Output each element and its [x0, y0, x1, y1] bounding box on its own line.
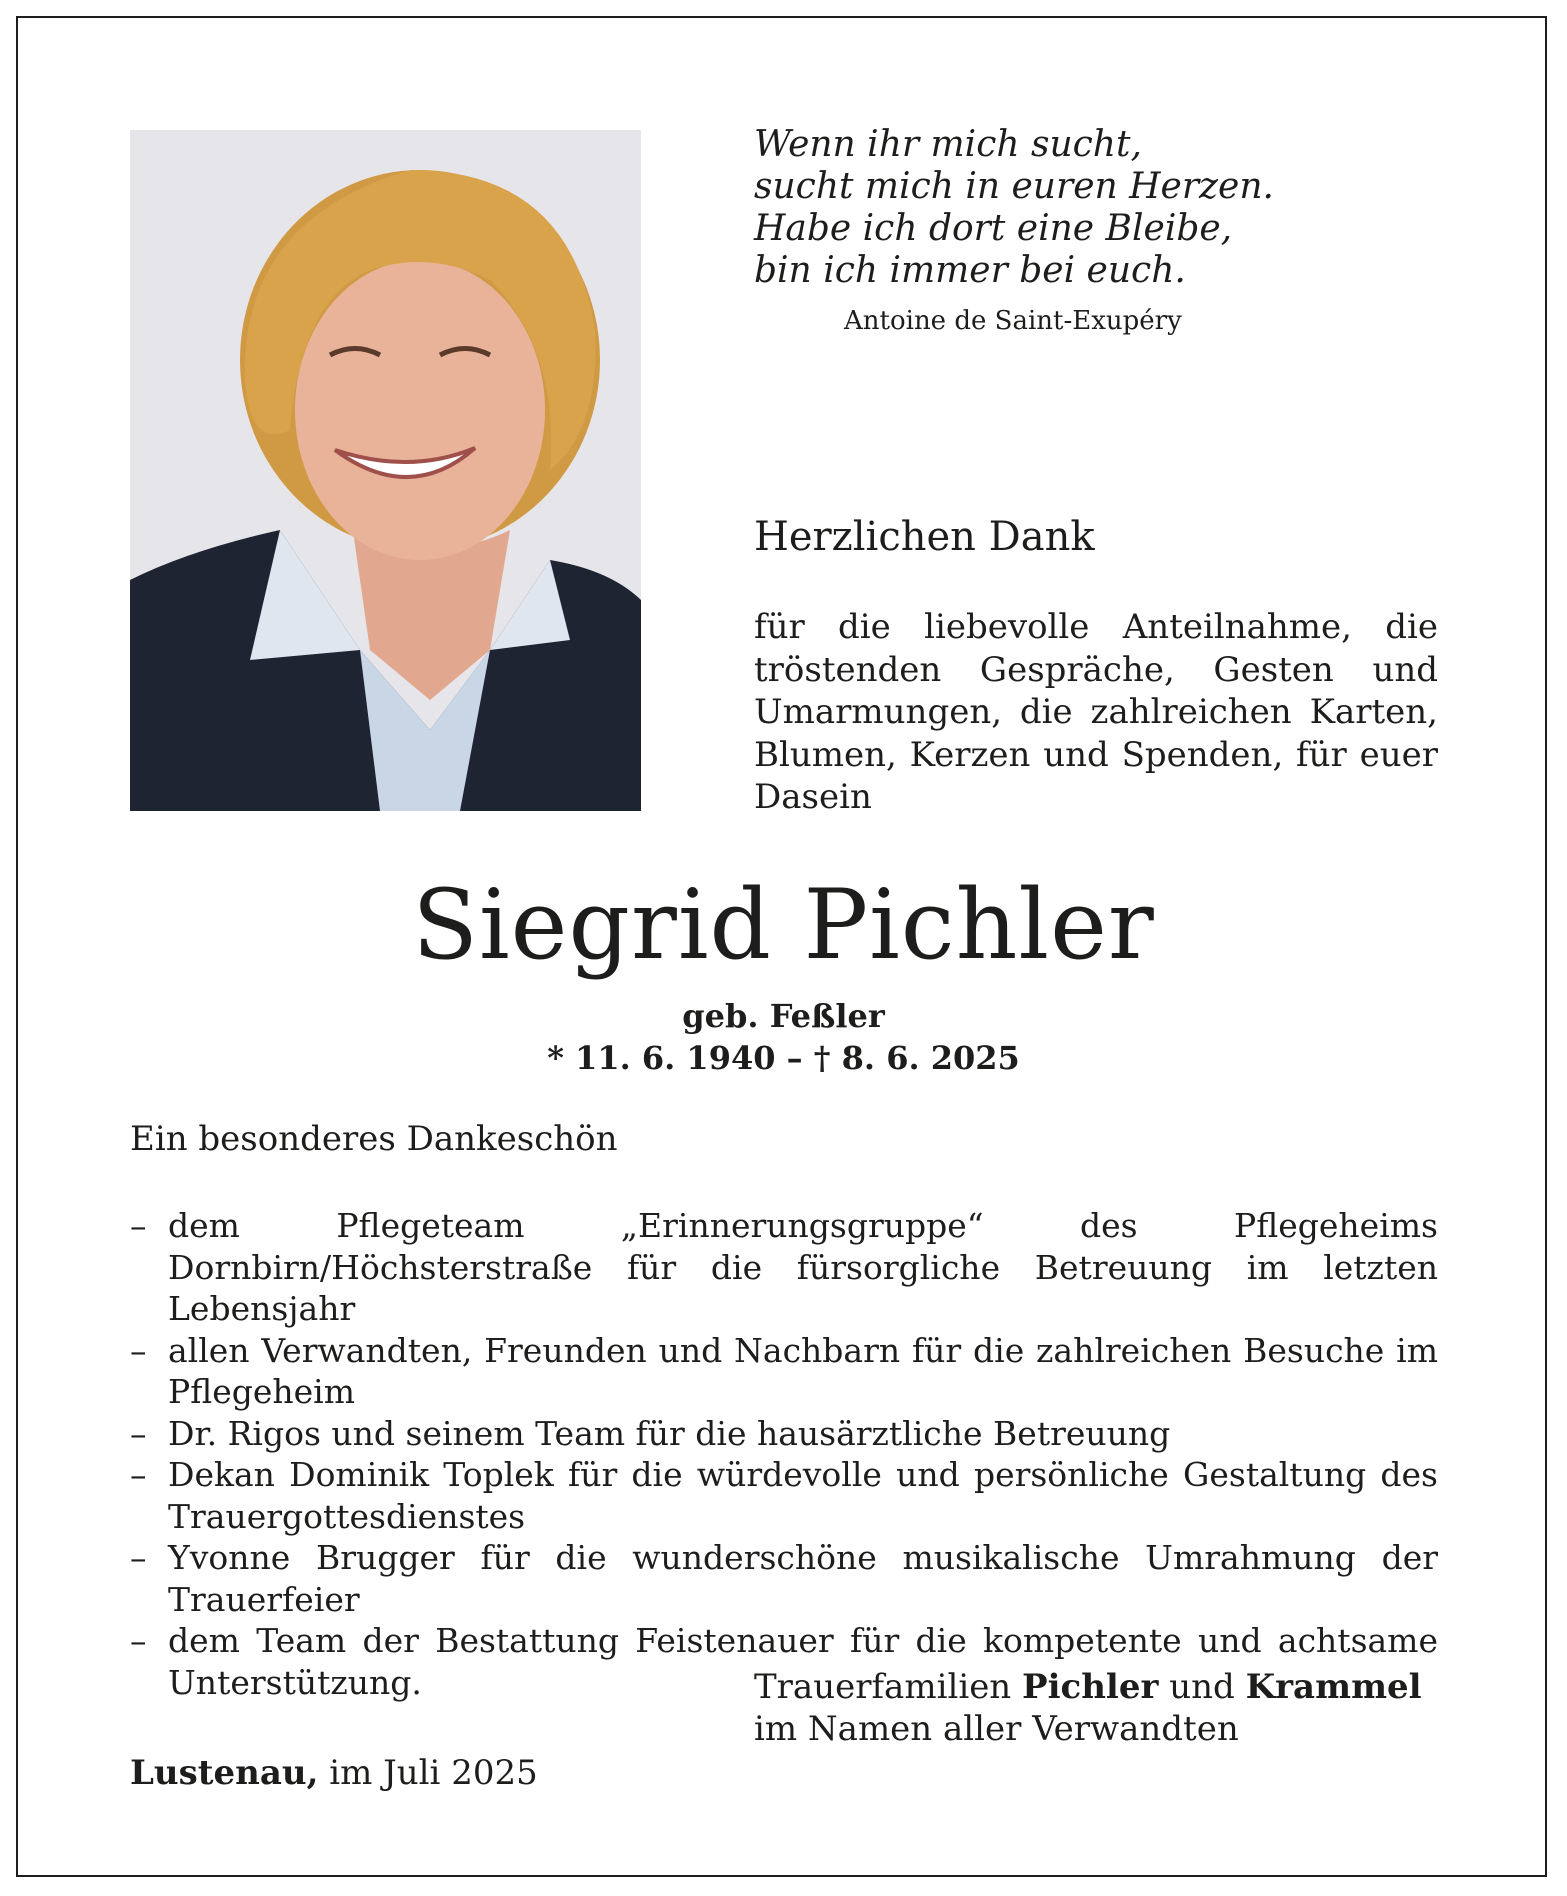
birth-name: geb. Feßler — [682, 997, 885, 1035]
family-prefix: Trauerfamilien — [754, 1667, 1012, 1707]
portrait-photo — [130, 130, 641, 811]
list-item-text: allen Verwandten, Freunden und Nachbarn für die zahlreichen Besuche im Pflegeheim — [168, 1330, 1438, 1411]
thanks-title: Herzlichen Dank — [754, 514, 1095, 560]
dash-marker: – — [130, 1455, 147, 1494]
dash-marker: – — [130, 1330, 147, 1370]
list-item-text: dem Team der Bestattung Feistenauer für die kompetente und achtsame Unterstützung. — [168, 1621, 1438, 1702]
quote-author: Antoine de Saint-Exupéry — [844, 306, 1182, 336]
quote-line: sucht mich in euren Herzen. — [754, 166, 1274, 207]
date: im Juli 2025 — [329, 1753, 538, 1793]
life-dates: * 11. 6. 1940 – † 8. 6. 2025 — [547, 1039, 1020, 1077]
quote-line: Habe ich dort eine Bleibe, — [754, 208, 1233, 249]
family-name-2: Krammel — [1245, 1667, 1422, 1707]
family-signature — [754, 1666, 1422, 1750]
family-conjunction: und — [1169, 1667, 1235, 1707]
special-thanks-list — [130, 1205, 1438, 1703]
portrait-image — [130, 130, 641, 811]
deceased-name: Siegrid Pichler — [412, 869, 1155, 981]
place-date — [130, 1752, 538, 1794]
quote-line: Wenn ihr mich sucht, — [754, 124, 1142, 165]
dash-marker: – — [130, 1413, 147, 1453]
dash-marker: – — [130, 1621, 147, 1660]
list-item — [130, 1330, 1438, 1413]
special-thanks-heading: Ein besonderes Dankeschön — [130, 1119, 618, 1159]
dash-marker: – — [130, 1538, 147, 1577]
family-names — [754, 1666, 1422, 1708]
thanks-text: für die liebevolle Anteilnahme, die tröstenden Gespräche, Gesten und Umarmungen, die zahlreichen Karten, Blumen, Kerzen und Spenden, für euer Dasein — [754, 607, 1438, 817]
family-name-1: Pichler — [1022, 1667, 1159, 1707]
list-item — [130, 1205, 1438, 1330]
list-item-text: Dr. Rigos und seinem Team für die hausärztliche Betreuung — [168, 1413, 1171, 1453]
list-item — [130, 1537, 1438, 1620]
family-line-2: im Namen aller Verwandten — [754, 1709, 1239, 1749]
list-item-text: Dekan Dominik Toplek für die würdevolle und persönliche Gestaltung des Trauergottesdienstes — [168, 1455, 1438, 1536]
place: Lustenau, — [130, 1753, 319, 1793]
deceased-details — [0, 995, 1567, 1079]
list-item — [130, 1454, 1438, 1537]
dash-marker: – — [130, 1206, 147, 1245]
quote-line: bin ich immer bei euch. — [754, 250, 1186, 291]
list-item — [130, 1413, 1438, 1455]
list-item-text: dem Pflegeteam „Erinnerungsgruppe“ des Pflegeheims Dornbirn/Höchsterstraße für die fürsorgliche Betreuung im letzten Lebensjahr — [168, 1206, 1438, 1328]
poem-quote — [754, 124, 1314, 338]
list-item-text: Yvonne Brugger für die wunderschöne musikalische Umrahmung der Trauerfeier — [168, 1538, 1438, 1619]
